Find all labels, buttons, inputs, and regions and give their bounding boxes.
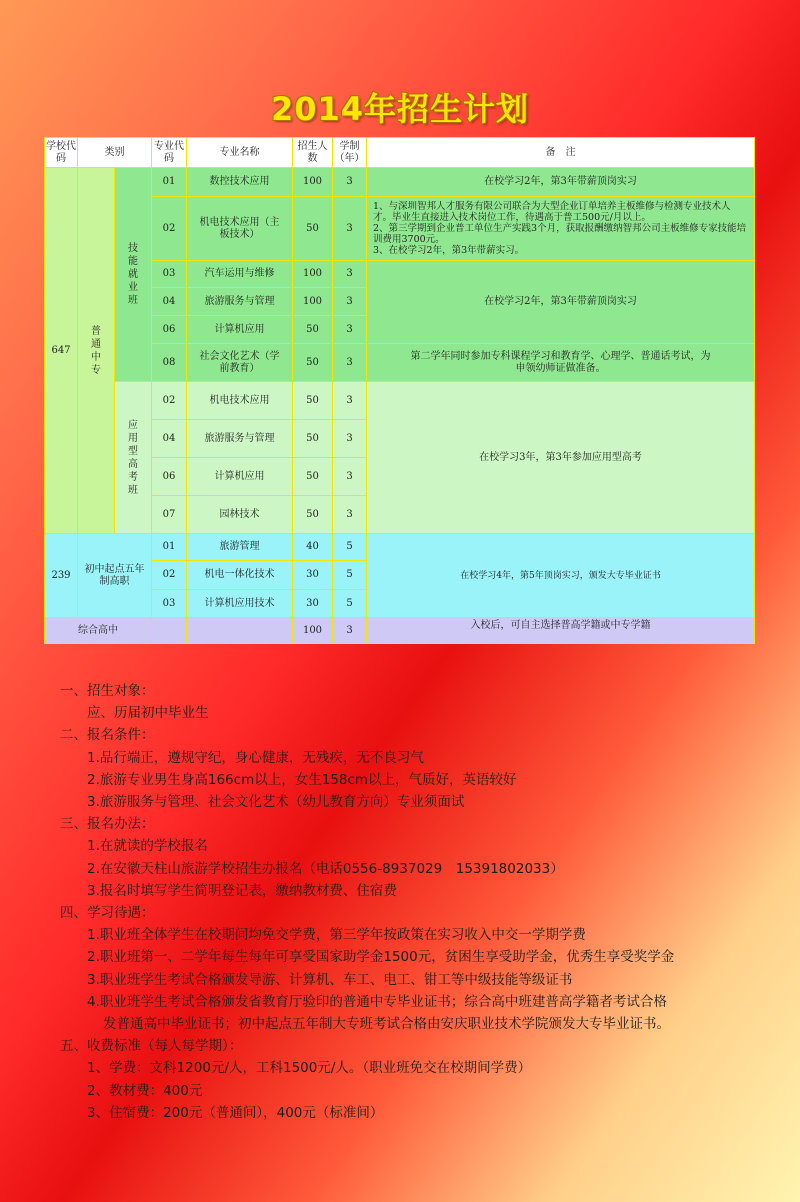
duration-years: 3: [333, 288, 367, 316]
enrollment-count: 100: [293, 168, 333, 197]
enrollment-count: 50: [293, 458, 333, 496]
enrollment-count: 50: [293, 197, 333, 261]
group-skill-employment: 技能就业班: [115, 168, 152, 382]
empty-cell: [152, 618, 187, 644]
enrollment-count: 30: [293, 590, 333, 618]
school-type-239: 初中起点五年制高职: [78, 534, 152, 618]
section-target: 一、招生对象： 应、历届初中毕业生: [60, 683, 209, 722]
duration-years: 3: [333, 458, 367, 496]
major-name: 汽车运用与维修: [187, 261, 293, 288]
header-duration: 学制（年）: [333, 138, 367, 168]
enrollment-count: 50: [293, 316, 333, 344]
table-row: [45, 618, 755, 644]
school-type-647: 普通中专: [78, 168, 115, 534]
table-row: [45, 261, 755, 288]
major-code: 01: [152, 168, 187, 197]
duration-years: 3: [333, 316, 367, 344]
table-row: [45, 382, 755, 420]
section-requirements: 二、报名条件： 1.品行端正，遵规守纪，身心健康，无残疾，无不良习气 2.旅游专业男生身高166cm以上，女生158cm以上，气质好，英语较好 3.旅游服务与管理、社会文化艺术（幼儿教育方向）专业须面试: [60, 727, 517, 811]
major-name: 计算机应用: [187, 316, 293, 344]
group-applied-exam: 应用型高考班: [115, 382, 152, 534]
empty-cell: [187, 618, 293, 644]
enrollment-count: 100: [293, 261, 333, 288]
remark: 在校学习4年，第5年顶岗实习，颁发大专毕业证书: [367, 534, 755, 618]
major-code: 08: [152, 344, 187, 382]
enrollment-count: 40: [293, 534, 333, 561]
major-code: 02: [152, 382, 187, 420]
remark: 在校学习2年，第3年带薪顶岗实习: [367, 261, 755, 344]
major-code: 03: [152, 261, 187, 288]
major-name: 数控技术应用: [187, 168, 293, 197]
remark: 1、与深圳智邦人才服务有限公司联合为大型企业订单培养主板维修与检测专业技术人才。毕业生直接进入技术岗位工作，待遇高于普工500元/月以上。 2、第三学期到企业普工单位生产实践3个月，获取报酬缴纳智邦公司主板维修专家技能培训费用3700元。 3、在校学习2年，第3年带薪实习。: [367, 197, 755, 261]
major-name: 园林技术: [187, 496, 293, 534]
section-fees: 五、收费标准（每人每学期）： 1、学费：文科1200元/人，工科1500元/人。（职业班免交在校期间学费） 2、教材费：400元 3、住宿费：200元（普通间），400元（标准间）: [60, 1038, 532, 1121]
remark: 在校学习3年，第3年参加应用型高考: [367, 382, 755, 534]
duration-years: 3: [333, 168, 367, 197]
major-name: 旅游服务与管理: [187, 288, 293, 316]
header-remarks: 备 注: [367, 138, 755, 168]
duration-years: 5: [333, 561, 367, 590]
enrollment-count: 30: [293, 561, 333, 590]
duration-years: 3: [333, 344, 367, 382]
major-code: 07: [152, 496, 187, 534]
major-name: 机电技术应用（主板技术）: [187, 197, 293, 261]
major-name: 机电技术应用: [187, 382, 293, 420]
major-code: 02: [152, 561, 187, 590]
table-row: [45, 197, 755, 261]
page-title: 2014年招生计划: [270, 90, 530, 128]
table-header-row: [45, 138, 755, 168]
duration-years: 3: [333, 197, 367, 261]
major-code: 06: [152, 316, 187, 344]
major-code: 04: [152, 420, 187, 458]
school-code-647: 647: [45, 168, 78, 534]
major-name: 计算机应用: [187, 458, 293, 496]
admission-info: [60, 680, 780, 1124]
enrollment-count: 50: [293, 344, 333, 382]
duration-years: 5: [333, 534, 367, 561]
table-row: [45, 168, 755, 197]
duration-years: 5: [333, 590, 367, 618]
school-code-239: 239: [45, 534, 78, 618]
remark: 第二学年同时参加专科课程学习和教育学、心理学、普通话考试，为申领幼师证做准备。: [367, 344, 755, 382]
remark: 在校学习2年，第3年带薪顶岗实习: [367, 168, 755, 197]
major-code: 04: [152, 288, 187, 316]
remark: 入校后，可自主选择普高学籍或中专学籍: [367, 618, 755, 644]
major-name: 旅游服务与管理: [187, 420, 293, 458]
duration-years: 3: [333, 420, 367, 458]
enrollment-count: 50: [293, 420, 333, 458]
section-registration: 三、报名办法： 1.在就读的学校报名 2.在安徽天柱山旅游学校招生办报名（电话0556-8937029 15391802033） 3.报名时填写学生简明登记表，缴纳教材费、住宿费: [60, 816, 564, 899]
header-enrollment: 招生人数: [293, 138, 333, 168]
table-row: [45, 344, 755, 382]
duration-years: 3: [333, 382, 367, 420]
comprehensive-high-school: 综合高中: [45, 618, 152, 644]
enrollment-plan-table: [44, 137, 755, 644]
header-school-code: 学校代码: [45, 138, 78, 168]
duration-years: 3: [333, 261, 367, 288]
major-name: 旅游管理: [187, 534, 293, 561]
duration-years: 3: [333, 618, 367, 644]
major-code: 02: [152, 197, 187, 261]
header-major-code: 专业代码: [152, 138, 187, 168]
section-benefits: 四、学习待遇： 1.职业班全体学生在校期间均免交学费，第三学年按政策在实习收入中交一学期学费 2.职业班第一、二学年每生每年可享受国家助学金1500元，贫困生享受助学金，优秀生享受奖学金 3.职业班学生考试合格颁发导游、计算机、车工、电工、钳工等中级技能等级证书 4.职业班学生考试合格颁发省教育厅验印的普通中专毕业证书；综合高中班建普高学籍者考试合格 发普通高中毕业证书；初中起点五年制大专班考试合格由安庆职业技术学院颁发大专毕业证书。: [60, 905, 675, 1033]
duration-years: 3: [333, 496, 367, 534]
header-major-name: 专业名称: [187, 138, 293, 168]
major-name: 社会文化艺术（学前教育）: [187, 344, 293, 382]
enrollment-count: 50: [293, 382, 333, 420]
major-name: 机电一体化技术: [187, 561, 293, 590]
table-row: [45, 534, 755, 561]
major-code: 03: [152, 590, 187, 618]
major-name: 计算机应用技术: [187, 590, 293, 618]
enrollment-count: 100: [293, 618, 333, 644]
header-category: 类别: [78, 138, 152, 168]
major-code: 01: [152, 534, 187, 561]
enrollment-count: 50: [293, 496, 333, 534]
major-code: 06: [152, 458, 187, 496]
enrollment-count: 100: [293, 288, 333, 316]
